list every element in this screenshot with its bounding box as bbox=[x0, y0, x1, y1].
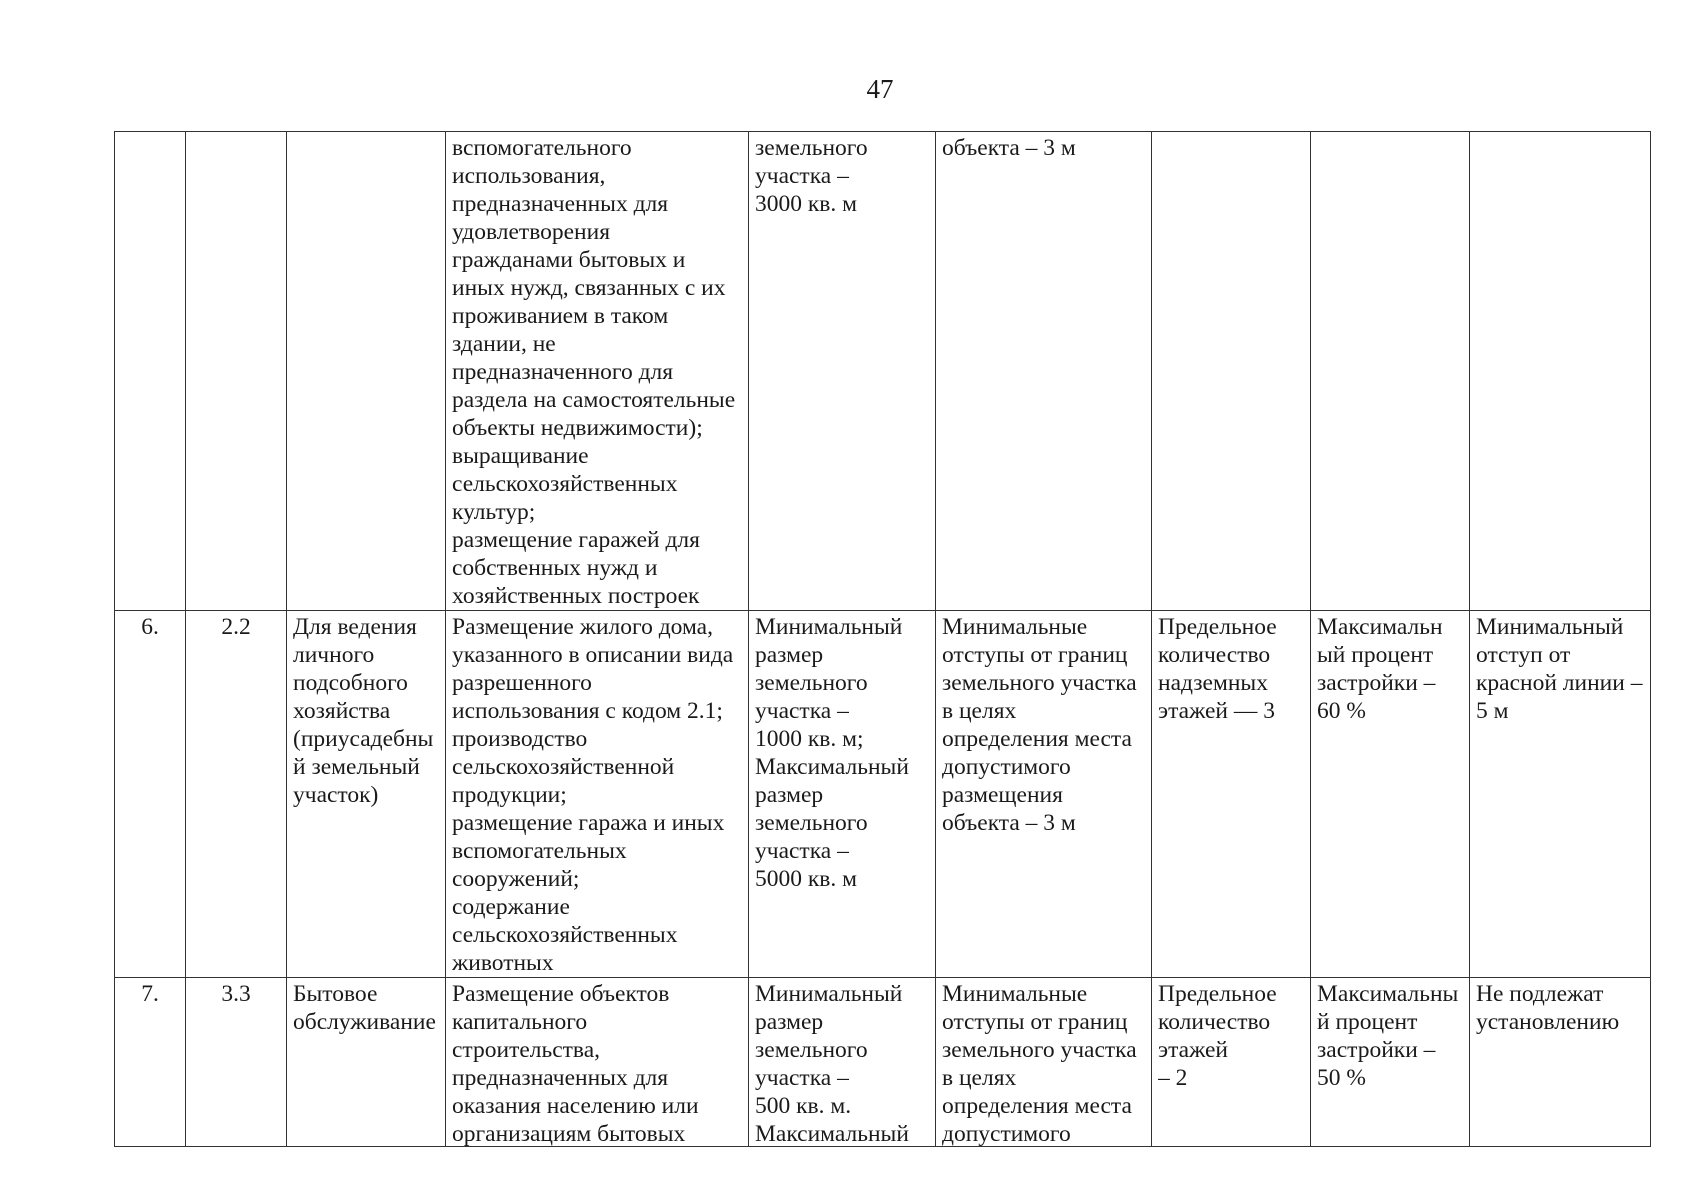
coverage-cell: Максимальн ый процент застройки – 60 % bbox=[1311, 611, 1470, 978]
red-line-cell bbox=[1470, 132, 1651, 611]
zoning-regulations-table bbox=[114, 131, 1651, 1147]
floors-cell bbox=[1152, 132, 1311, 611]
coverage-cell bbox=[1311, 132, 1470, 611]
red-line-cell: Не подлежат установлению bbox=[1470, 978, 1651, 1147]
plot-size-cell: Минимальный размер земельного участка – 500 кв. м. Максимальный bbox=[749, 978, 936, 1147]
use-name-cell bbox=[287, 132, 446, 611]
red-line-cell: Минимальный отступ от красной линии – 5 м bbox=[1470, 611, 1651, 978]
table-row bbox=[115, 611, 1651, 978]
use-code-cell: 3.3 bbox=[186, 978, 287, 1147]
use-name-cell: Для ведения личного подсобного хозяйства (приусадебны й земельный участок) bbox=[287, 611, 446, 978]
use-description-cell: Размещение объектов капитального строительства, предназначенных для оказания населению или организациям бытовых bbox=[446, 978, 749, 1147]
page-number: 47 bbox=[866, 74, 894, 104]
floors-cell: Предельное количество надземных этажей — 3 bbox=[1152, 611, 1311, 978]
setbacks-cell: Минимальные отступы от границ земельного участка в целях определения места допустимого размещения объекта – 3 м bbox=[936, 611, 1152, 978]
row-number-cell: 6. bbox=[115, 611, 186, 978]
setbacks-cell: Минимальные отступы от границ земельного участка в целях определения места допустимого bbox=[936, 978, 1152, 1147]
use-description-cell: Размещение жилого дома, указанного в описании вида разрешенного использования с кодом 2.1; производство сельскохозяйственной продукции; размещение гаража и иных вспомогательных сооружений; содержание сельскохозяйственных животных bbox=[446, 611, 749, 978]
use-code-cell bbox=[186, 132, 287, 611]
coverage-cell: Максимальны й процент застройки – 50 % bbox=[1311, 978, 1470, 1147]
plot-size-cell: Минимальный размер земельного участка – 1000 кв. м; Максимальный размер земельного участка – 5000 кв. м bbox=[749, 611, 936, 978]
row-number-cell bbox=[115, 132, 186, 611]
table-row bbox=[115, 132, 1651, 611]
floors-cell: Предельное количество этажей – 2 bbox=[1152, 978, 1311, 1147]
use-code-cell: 2.2 bbox=[186, 611, 287, 978]
use-description-cell: вспомогательного использования, предназначенных для удовлетворения гражданами бытовых и иных нужд, связанных с их проживанием в таком здании, не предназначенного для раздела на самостоятельные объекты недвижимости); выращивание сельскохозяйственных культур; размещение гаражей для собственных нужд и хозяйственных построек bbox=[446, 132, 749, 611]
plot-size-cell: земельного участка – 3000 кв. м bbox=[749, 132, 936, 611]
row-number-cell: 7. bbox=[115, 978, 186, 1147]
use-name-cell: Бытовое обслуживание bbox=[287, 978, 446, 1147]
setbacks-cell: объекта – 3 м bbox=[936, 132, 1152, 611]
table-row bbox=[115, 978, 1651, 1147]
